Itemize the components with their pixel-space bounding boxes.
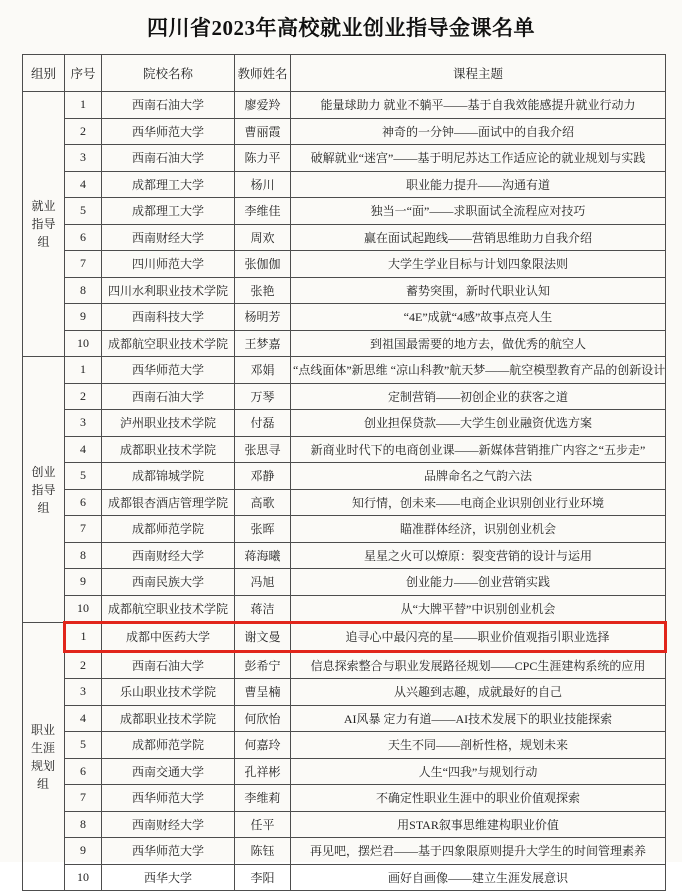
cell-school: 西南石油大学 bbox=[102, 651, 235, 679]
cell-teacher: 万琴 bbox=[235, 383, 291, 410]
cell-teacher: 孔祥彬 bbox=[235, 758, 291, 785]
cell-course: 星星之火可以燎原：裂变营销的设计与运用 bbox=[291, 542, 666, 569]
cell-course: 创业能力——创业营销实践 bbox=[291, 569, 666, 596]
group-label-1: 就业 指导组 bbox=[23, 92, 65, 357]
page-title: 四川省2023年高校就业创业指导金课名单 bbox=[147, 16, 535, 40]
cell-teacher: 蒋洁 bbox=[235, 595, 291, 623]
cell-index: 2 bbox=[65, 651, 102, 679]
cell-course: 信息探索整合与职业发展路径规划——CPC生涯建构系统的应用 bbox=[291, 651, 666, 679]
table-row bbox=[23, 542, 666, 569]
cell-school: 成都职业技术学院 bbox=[102, 705, 235, 732]
header-teacher: 教师姓名 bbox=[235, 55, 291, 92]
cell-course: 品牌命名之气韵六法 bbox=[291, 463, 666, 490]
header-row bbox=[23, 55, 666, 92]
header-school: 院校名称 bbox=[102, 55, 235, 92]
cell-teacher: 杨川 bbox=[235, 171, 291, 198]
cell-index: 3 bbox=[65, 145, 102, 172]
cell-course: 赢在面试起跑线——营销思维助力自我介绍 bbox=[291, 224, 666, 251]
cell-course: 新商业时代下的电商创业课——新媒体营销推广内容之“五步走” bbox=[291, 436, 666, 463]
cell-course: 知行情，创未来——电商企业识别创业行业环境 bbox=[291, 489, 666, 516]
cell-course: 天生不同——剖析性格，规划未来 bbox=[291, 732, 666, 759]
header-index: 序号 bbox=[65, 55, 102, 92]
table-row bbox=[23, 595, 666, 623]
cell-school: 四川师范大学 bbox=[102, 251, 235, 278]
cell-index: 6 bbox=[65, 224, 102, 251]
cell-index: 3 bbox=[65, 679, 102, 706]
cell-school: 西华大学 bbox=[102, 864, 235, 891]
header-course: 课程主题 bbox=[291, 55, 666, 92]
cell-teacher: 何欣怡 bbox=[235, 705, 291, 732]
table-row bbox=[23, 811, 666, 838]
cell-course: 破解就业“迷宫”——基于明尼苏达工作适应论的就业规划与实践 bbox=[291, 145, 666, 172]
cell-school: 西南财经大学 bbox=[102, 542, 235, 569]
cell-index: 6 bbox=[65, 489, 102, 516]
table-row bbox=[23, 383, 666, 410]
cell-course: AI风暴 定力有道——AI技术发展下的职业技能探索 bbox=[291, 705, 666, 732]
table-row bbox=[23, 463, 666, 490]
cell-course: 创业担保贷款——大学生创业融资优选方案 bbox=[291, 410, 666, 437]
cell-school: 西南民族大学 bbox=[102, 569, 235, 596]
cell-school: 西南财经大学 bbox=[102, 224, 235, 251]
cell-teacher: 高歌 bbox=[235, 489, 291, 516]
cell-teacher: 廖爱羚 bbox=[235, 92, 291, 119]
header-group: 组别 bbox=[23, 55, 65, 92]
cell-school: 成都航空职业技术学院 bbox=[102, 330, 235, 357]
cell-teacher: 彭希宁 bbox=[235, 651, 291, 679]
cell-index: 8 bbox=[65, 277, 102, 304]
cell-school: 西华师范大学 bbox=[102, 357, 235, 384]
cell-index: 10 bbox=[65, 595, 102, 623]
table-row bbox=[23, 330, 666, 357]
table-row bbox=[23, 224, 666, 251]
cell-school: 西华师范大学 bbox=[102, 838, 235, 865]
table-row bbox=[23, 623, 666, 652]
cell-course: 到祖国最需要的地方去，做优秀的航空人 bbox=[291, 330, 666, 357]
cell-school: 西华师范大学 bbox=[102, 118, 235, 145]
cell-school: 西华师范大学 bbox=[102, 785, 235, 812]
cell-teacher: 邓静 bbox=[235, 463, 291, 490]
cell-index: 9 bbox=[65, 569, 102, 596]
cell-index: 4 bbox=[65, 171, 102, 198]
cell-course: 从兴趣到志趣，成就最好的自己 bbox=[291, 679, 666, 706]
cell-course: 蓄势突围，新时代职业认知 bbox=[291, 277, 666, 304]
cell-course: 人生“四我”与规划行动 bbox=[291, 758, 666, 785]
cell-course: 定制营销——初创企业的获客之道 bbox=[291, 383, 666, 410]
cell-index: 7 bbox=[65, 516, 102, 543]
table-row bbox=[23, 732, 666, 759]
cell-school: 成都银杏酒店管理学院 bbox=[102, 489, 235, 516]
cell-teacher: 李维莉 bbox=[235, 785, 291, 812]
cell-teacher: 付磊 bbox=[235, 410, 291, 437]
cell-index: 1 bbox=[65, 357, 102, 384]
cell-teacher: 张伽伽 bbox=[235, 251, 291, 278]
cell-index: 4 bbox=[65, 705, 102, 732]
cell-index: 7 bbox=[65, 785, 102, 812]
cell-course: 大学生学业目标与计划四象限法则 bbox=[291, 251, 666, 278]
cell-school: 成都职业技术学院 bbox=[102, 436, 235, 463]
cell-index: 10 bbox=[65, 864, 102, 891]
cell-course: 用STAR叙事思维建构职业价值 bbox=[291, 811, 666, 838]
table-row bbox=[23, 92, 666, 119]
cell-index: 8 bbox=[65, 542, 102, 569]
cell-teacher: 冯旭 bbox=[235, 569, 291, 596]
cell-index: 1 bbox=[65, 623, 102, 652]
cell-course: 独当一“面”——求职面试全流程应对技巧 bbox=[291, 198, 666, 225]
cell-school: 成都航空职业技术学院 bbox=[102, 595, 235, 623]
cell-course: “点线面体”新思维 “凉山科教”航天梦——航空模型教育产品的创新设计 bbox=[291, 357, 666, 384]
table-row bbox=[23, 171, 666, 198]
cell-index: 8 bbox=[65, 811, 102, 838]
cell-teacher: 蒋海曦 bbox=[235, 542, 291, 569]
table-row bbox=[23, 864, 666, 891]
table-row bbox=[23, 410, 666, 437]
cell-index: 5 bbox=[65, 198, 102, 225]
table-row bbox=[23, 198, 666, 225]
cell-index: 10 bbox=[65, 330, 102, 357]
cell-teacher: 曹呈楠 bbox=[235, 679, 291, 706]
cell-index: 5 bbox=[65, 732, 102, 759]
cell-school: 成都锦城学院 bbox=[102, 463, 235, 490]
cell-course: 不确定性职业生涯中的职业价值观探索 bbox=[291, 785, 666, 812]
table-row bbox=[23, 838, 666, 865]
cell-school: 四川水利职业技术学院 bbox=[102, 277, 235, 304]
cell-course: 能量球助力 就业不躺平——基于自我效能感提升就业行动力 bbox=[291, 92, 666, 119]
cell-teacher: 陈力平 bbox=[235, 145, 291, 172]
cell-teacher: 张艳 bbox=[235, 277, 291, 304]
cell-course: 从“大牌平替”中识别创业机会 bbox=[291, 595, 666, 623]
cell-index: 4 bbox=[65, 436, 102, 463]
cell-course: 职业能力提升——沟通有道 bbox=[291, 171, 666, 198]
cell-course: 追寻心中最闪亮的星——职业价值观指引职业选择 bbox=[291, 623, 666, 652]
cell-course: 神奇的一分钟——面试中的自我介绍 bbox=[291, 118, 666, 145]
cell-school: 泸州职业技术学院 bbox=[102, 410, 235, 437]
cell-teacher: 何嘉玲 bbox=[235, 732, 291, 759]
cell-school: 成都中医药大学 bbox=[102, 623, 235, 652]
cell-index: 5 bbox=[65, 463, 102, 490]
table-body bbox=[23, 92, 666, 891]
table-row bbox=[23, 679, 666, 706]
cell-school: 西南交通大学 bbox=[102, 758, 235, 785]
cell-teacher: 任平 bbox=[235, 811, 291, 838]
cell-index: 9 bbox=[65, 838, 102, 865]
cell-teacher: 张晖 bbox=[235, 516, 291, 543]
cell-teacher: 周欢 bbox=[235, 224, 291, 251]
cell-teacher: 杨明芳 bbox=[235, 304, 291, 331]
table-row bbox=[23, 118, 666, 145]
table-row bbox=[23, 304, 666, 331]
cell-teacher: 邓娟 bbox=[235, 357, 291, 384]
cell-index: 1 bbox=[65, 92, 102, 119]
table-row bbox=[23, 516, 666, 543]
cell-school: 西南石油大学 bbox=[102, 92, 235, 119]
table-row bbox=[23, 357, 666, 384]
group-label-2: 创业 指导组 bbox=[23, 357, 65, 623]
table-row bbox=[23, 785, 666, 812]
cell-course: “4E”成就“4感”故事点亮人生 bbox=[291, 304, 666, 331]
cell-teacher: 曹丽霞 bbox=[235, 118, 291, 145]
table-row bbox=[23, 489, 666, 516]
table-row bbox=[23, 758, 666, 785]
table-row bbox=[23, 145, 666, 172]
table-row bbox=[23, 436, 666, 463]
cell-teacher: 李阳 bbox=[235, 864, 291, 891]
cell-school: 乐山职业技术学院 bbox=[102, 679, 235, 706]
cell-school: 成都理工大学 bbox=[102, 171, 235, 198]
cell-teacher: 王梦嘉 bbox=[235, 330, 291, 357]
cell-school: 成都师范学院 bbox=[102, 516, 235, 543]
cell-school: 西南石油大学 bbox=[102, 145, 235, 172]
course-table bbox=[22, 54, 667, 891]
cell-index: 6 bbox=[65, 758, 102, 785]
cell-school: 西南石油大学 bbox=[102, 383, 235, 410]
table-header bbox=[23, 55, 666, 92]
cell-course: 画好自画像——建立生涯发展意识 bbox=[291, 864, 666, 891]
cell-index: 3 bbox=[65, 410, 102, 437]
group-label-3: 职业 生涯 规划组 bbox=[23, 623, 65, 891]
cell-course: 再见吧，摆烂君——基于四象限原则提升大学生的时间管理素养 bbox=[291, 838, 666, 865]
cell-teacher: 陈钰 bbox=[235, 838, 291, 865]
cell-teacher: 李维佳 bbox=[235, 198, 291, 225]
cell-school: 西南科技大学 bbox=[102, 304, 235, 331]
cell-school: 成都理工大学 bbox=[102, 198, 235, 225]
table-row bbox=[23, 651, 666, 679]
cell-teacher: 张思寻 bbox=[235, 436, 291, 463]
cell-index: 2 bbox=[65, 118, 102, 145]
cell-course: 瞄准群体经济，识别创业机会 bbox=[291, 516, 666, 543]
cell-index: 2 bbox=[65, 383, 102, 410]
table-row bbox=[23, 705, 666, 732]
cell-index: 7 bbox=[65, 251, 102, 278]
table-row bbox=[23, 251, 666, 278]
cell-school: 成都师范学院 bbox=[102, 732, 235, 759]
cell-teacher: 谢文曼 bbox=[235, 623, 291, 652]
table-row bbox=[23, 569, 666, 596]
cell-school: 西南财经大学 bbox=[102, 811, 235, 838]
cell-index: 9 bbox=[65, 304, 102, 331]
table-row bbox=[23, 277, 666, 304]
